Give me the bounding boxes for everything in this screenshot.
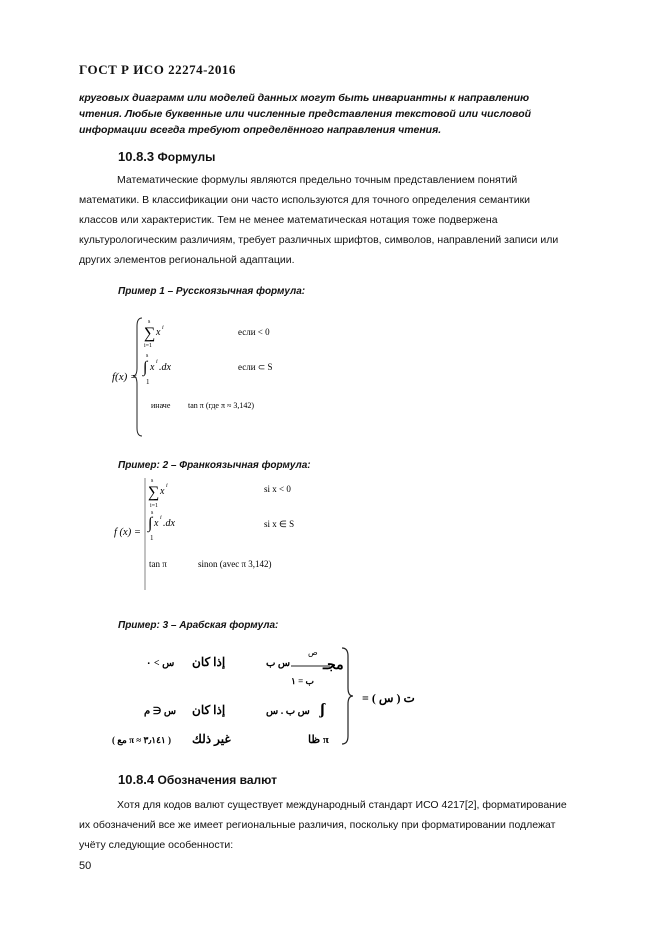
currency-paragraph: [79, 795, 607, 855]
ex2-sum-term: x: [160, 486, 165, 497]
ex2-int-top: s: [151, 510, 154, 516]
ex1-int-bottom: 1: [146, 378, 150, 386]
ex2-row3-expr: tan π: [149, 559, 167, 569]
ex1-sum-bottom: i=1: [144, 343, 153, 349]
ex3-row1-if: إذا كان: [192, 655, 226, 669]
ex3-row1-cond: س > ٠: [146, 658, 175, 669]
page-number: 50: [79, 860, 92, 872]
example1-label: Пример 1 – Русскоязычная формула:: [118, 286, 306, 297]
example3-label: Пример: 3 – Арабская формула:: [118, 620, 279, 631]
ex3-row2-cond: س ∈ م: [144, 706, 177, 717]
example2-formula: [112, 472, 322, 594]
example1-formula: [110, 312, 310, 437]
ex3-row3-expr: ظا π: [308, 734, 329, 746]
para-line: других элементов региональной адаптации.: [79, 254, 295, 266]
ex2-int-sign: ∫: [148, 515, 153, 532]
ex3-row2-if: إذا كان: [192, 703, 226, 717]
para-line: культурологическим различиям, требует различных шрифтов, символов, направлений записи или: [79, 234, 559, 246]
ex3-row1-sum: مجـ: [323, 658, 344, 673]
ex1-sum-top: s: [148, 319, 151, 325]
ex3-brace: [342, 648, 353, 744]
ex2-row3-word: sinon (avec π 3,142): [198, 559, 272, 569]
ex2-sum-sign: ∑: [148, 484, 160, 501]
ex2-sum-exp: i: [166, 483, 168, 489]
ex1-int-top: s: [146, 353, 149, 359]
ex2-sum-bottom: i=1: [150, 503, 159, 509]
ex2-int-tail: .dx: [163, 518, 175, 529]
ex1-row3-word: иначе: [151, 401, 171, 410]
ex1-sum-term: x: [156, 327, 161, 338]
ex1-sum-exp: i: [162, 325, 164, 331]
ex1-row3-expr: tan π (где π ≈ 3,142): [188, 401, 255, 410]
ex3-row2-var: س ب . س: [266, 706, 310, 717]
intro-line: информации всегда требуют определённого направления чтения.: [79, 124, 442, 136]
ex2-cond2: si x ∈ S: [264, 519, 295, 529]
ex2-sum-top: s: [151, 478, 154, 484]
section-heading-currency: [118, 772, 277, 787]
document-header: ГОСТ Р ИСО 22274-2016: [79, 62, 236, 77]
ex3-row1-top: ص: [308, 648, 318, 657]
ex3-row2-int: ʃ: [320, 701, 325, 718]
section-number: 10.8.4: [118, 772, 155, 787]
example3-formula: [108, 642, 413, 754]
section-number: 10.8.3: [118, 149, 155, 164]
ex3-row1-sub: ب = ١: [291, 676, 314, 686]
ex3-rhs: = ( س ) ت: [362, 691, 415, 705]
ex2-int-exp: i: [160, 515, 162, 521]
para-line: Хотя для кодов валют существует международный стандарт ИСО 4217[2], форматирование: [117, 799, 567, 811]
section-title: Обозначения валют: [157, 773, 277, 787]
ex2-int-bottom: 1: [150, 534, 154, 542]
para-line: Математические формулы являются предельно точным представлением понятий: [117, 174, 518, 186]
ex3-row3-word: غير ذلك: [192, 732, 231, 746]
example2-label: Пример: 2 – Франкоязычная формула:: [118, 460, 311, 471]
section-title: Формулы: [157, 150, 216, 164]
intro-line: чтения. Любые буквенные или численные представления текстовой или числовой: [79, 108, 532, 120]
ex1-cond2: если ⊂ S: [238, 362, 273, 372]
para-line: классов или характеристик. Тем не менее математическая нотация тоже подвержена: [79, 214, 498, 226]
ex1-int-sign: ∫: [143, 359, 148, 376]
intro-italic-paragraph: [79, 90, 607, 138]
ex1-int-exp: i: [156, 359, 158, 365]
ex1-sum-sign: ∑: [144, 325, 156, 342]
ex2-int-term: x: [154, 518, 159, 529]
formulas-paragraph: [79, 170, 607, 270]
ex3-row1-var: س ب: [266, 658, 291, 669]
section-heading-formulas: [118, 149, 215, 164]
ex2-cond1: si x < 0: [264, 484, 291, 494]
ex3-row3-note: ( مع π ≈ ٣٫١٤١ ): [112, 735, 172, 745]
para-line: учёту следующие особенности:: [79, 839, 234, 851]
para-line: их обозначений все же имеет региональные различия, поскольку при форматировании подлежат: [79, 819, 556, 831]
intro-line: круговых диаграмм или моделей данных могут быть инвариантны к направлению: [79, 92, 530, 104]
ex1-int-tail: .dx: [159, 362, 171, 373]
ex1-cond1: если < 0: [238, 327, 270, 337]
para-line: математики. В классификации они часто используются для точного определения семантики: [79, 194, 531, 206]
ex1-lhs: f(x) =: [112, 371, 138, 383]
ex2-lhs: f (x) =: [114, 527, 141, 538]
ex1-int-term: x: [150, 362, 155, 373]
